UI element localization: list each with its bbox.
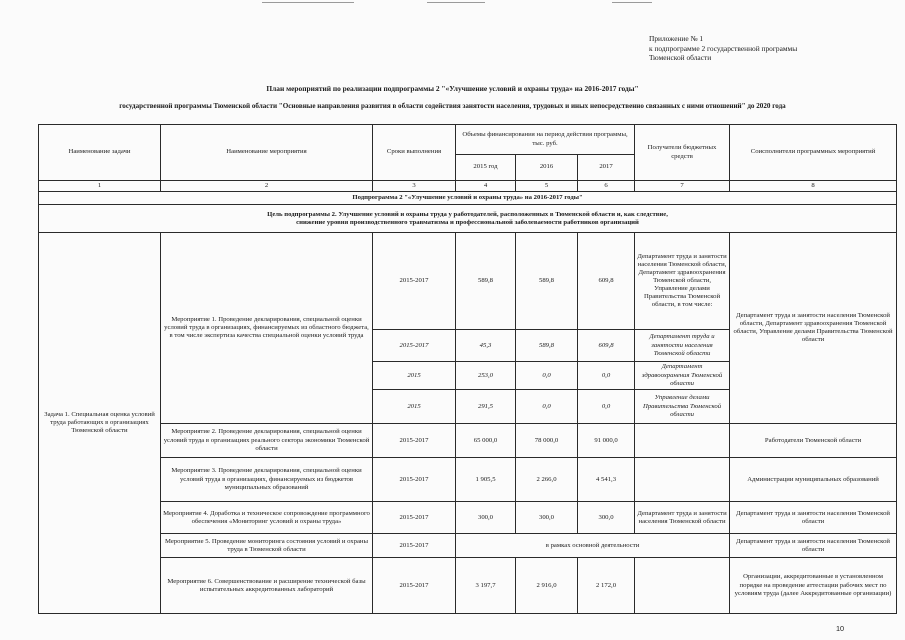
top-edge-line [427, 2, 485, 3]
recipient-cell [635, 558, 730, 614]
goal-line: Цель подпрограммы 2. Улучшение условий и охраны труда у работодателей, расположенных в Тюменской области и, как следствие, [267, 210, 668, 218]
header-task: Наименование задачи [39, 125, 161, 181]
table-row [39, 424, 897, 458]
value-2015: 1 905,5 [456, 458, 516, 502]
header-row [39, 125, 897, 155]
deadline-cell: 2015-2017 [373, 458, 456, 502]
value-2015: 253,0 [456, 362, 516, 390]
document-subtitle: государственной программы Тюменской области "Основные направления развития в области содействия занятости населения, трудовых и иных непосредственно связанных с ними отношений" до 2020 года [119, 102, 786, 110]
value-2015: 3 197,7 [456, 558, 516, 614]
table-row [39, 502, 897, 534]
coexecutor-cell: Организации, аккредитованные в установленном порядке на проведение аттестации рабочих мест по условиям труда (далее Аккредитованные организации) [730, 558, 897, 614]
appendix-line: Тюменской области [649, 53, 712, 62]
value-2017: 91 000,0 [578, 424, 635, 458]
subprogram-row [39, 192, 897, 205]
value-2016: 589,8 [516, 330, 578, 362]
top-edge-line [262, 2, 354, 3]
coexecutor-cell: Работодатели Тюменской области [730, 424, 897, 458]
recipient-cell: Департамент труда и занятости населения Тюменской области, Департамент здравоохранения Тюменской области, Управление делами Правительства Тюменской области, в том числе: [635, 233, 730, 330]
header-event: Наименование мероприятия [161, 125, 373, 181]
value-2016: 0,0 [516, 362, 578, 390]
recipient-cell [635, 458, 730, 502]
column-number: 1 [39, 181, 161, 192]
header-year-2016: 2016 [516, 155, 578, 181]
column-number: 3 [373, 181, 456, 192]
column-number: 7 [635, 181, 730, 192]
header-year-2017: 2017 [578, 155, 635, 181]
value-2017: 2 172,0 [578, 558, 635, 614]
header-deadline: Сроки выполнения [373, 125, 456, 181]
measure-5-name: Мероприятие 5. Проведение мониторинга состояния условий и охраны труда в Тюменской области [161, 534, 373, 558]
value-2016: 2 266,0 [516, 458, 578, 502]
header-coexecutors: Соисполнители программных мероприятий [730, 125, 897, 181]
subprogram-title: Подпрограмма 2 "«Улучшение условий и охраны труда» на 2016-2017 годы" [39, 192, 897, 205]
table-row [39, 458, 897, 502]
header-year-2015: 2015 год [456, 155, 516, 181]
deadline-cell: 2015-2017 [373, 233, 456, 330]
deadline-cell: 2015 [373, 390, 456, 424]
value-2017: 0,0 [578, 390, 635, 424]
measure-6-name: Мероприятие 6. Совершенствование и расширение технической базы испытательных аккредитованных лабораторий [161, 558, 373, 614]
deadline-cell: 2015-2017 [373, 330, 456, 362]
measure-2-name: Мероприятие 2. Проведение декларирования, специальной оценки условий труда в организациях реального сектора экономики Тюменской области [161, 424, 373, 458]
value-2017: 300,0 [578, 502, 635, 534]
column-number: 2 [161, 181, 373, 192]
deadline-cell: 2015-2017 [373, 502, 456, 534]
table-row [39, 558, 897, 614]
column-number: 4 [456, 181, 516, 192]
measure-1-name: Мероприятие 1. Проведение декларирования, специальной оценки условий труда в организациях, финансируемых из областного бюджета, в том числе экспертиза качества специальной оценки условий труда [161, 233, 373, 424]
recipient-cell: Департамент труда и занятости населения Тюменской области [635, 330, 730, 362]
measure-1-coexecutors: Департамент труда и занятости населения Тюменской области, Департамент здравоохранения Тюменской области, Управление делами Правительства Тюменской области [730, 233, 897, 424]
goal-line: снижение уровня производственного травматизма и профессиональной заболеваемости работников организаций [296, 218, 639, 226]
table-row [39, 534, 897, 558]
document-title: План мероприятий по реализации подпрограммы 2 "«Улучшение условий и охраны труда» на 2016-2017 годы" [266, 84, 639, 93]
measure-4-name: Мероприятие 4. Доработка и техническое сопровождение программного обеспечения «Мониторинг условий и охраны труда» [161, 502, 373, 534]
value-2016: 589,8 [516, 233, 578, 330]
recipient-cell: Департамент здравоохранения Тюменской области [635, 362, 730, 390]
appendix-line: к подпрограмме 2 государственной программы [649, 43, 798, 53]
value-2017: 0,0 [578, 362, 635, 390]
value-2015: 45,3 [456, 330, 516, 362]
goal-row [39, 205, 897, 233]
task-1-name: Задача 1. Специальная оценка условий труда работающих в организациях Тюменской области [39, 233, 161, 614]
deadline-cell: 2015-2017 [373, 534, 456, 558]
value-2015: 65 000,0 [456, 424, 516, 458]
coexecutor-cell: Департамент труда и занятости населения Тюменской области [730, 534, 897, 558]
column-number-row [39, 181, 897, 192]
column-number: 5 [516, 181, 578, 192]
table-row [39, 233, 897, 330]
value-2016: 78 000,0 [516, 424, 578, 458]
deadline-cell: 2015-2017 [373, 424, 456, 458]
top-edge-line [612, 2, 652, 3]
header-recipients: Получатели бюджетных средств [635, 125, 730, 181]
value-2015: 589,8 [456, 233, 516, 330]
recipient-cell: Управление делами Правительства Тюменской области [635, 390, 730, 424]
coexecutor-cell: Департамент труда и занятости населения Тюменской области [730, 502, 897, 534]
deadline-cell: 2015-2017 [373, 558, 456, 614]
column-number: 8 [730, 181, 897, 192]
value-2017: 4 541,3 [578, 458, 635, 502]
page-number: 10 [836, 624, 845, 633]
value-2015: 291,5 [456, 390, 516, 424]
value-2017: 609,8 [578, 233, 635, 330]
header-funding: Объемы финансирования на период действия программы, тыс. руб. [456, 125, 635, 155]
value-2016: 300,0 [516, 502, 578, 534]
column-number: 6 [578, 181, 635, 192]
appendix-line: Приложение № 1 [649, 34, 704, 43]
value-2016: 2 916,0 [516, 558, 578, 614]
appendix-header [649, 34, 797, 63]
value-2016: 0,0 [516, 390, 578, 424]
recipient-cell: Департамент труда и занятости населения Тюменской области [635, 502, 730, 534]
recipient-cell [635, 424, 730, 458]
goal-cell [39, 205, 897, 233]
coexecutor-cell: Администрации муниципальных образований [730, 458, 897, 502]
measure-3-name: Мероприятие 3. Проведение декларирования, специальной оценки условий труда в организациях, финансируемых из бюджетов муниципальных образований [161, 458, 373, 502]
value-2015: 300,0 [456, 502, 516, 534]
funding-note: в рамках основной деятельности [456, 534, 730, 558]
plan-table [38, 124, 897, 614]
deadline-cell: 2015 [373, 362, 456, 390]
value-2017: 609,8 [578, 330, 635, 362]
